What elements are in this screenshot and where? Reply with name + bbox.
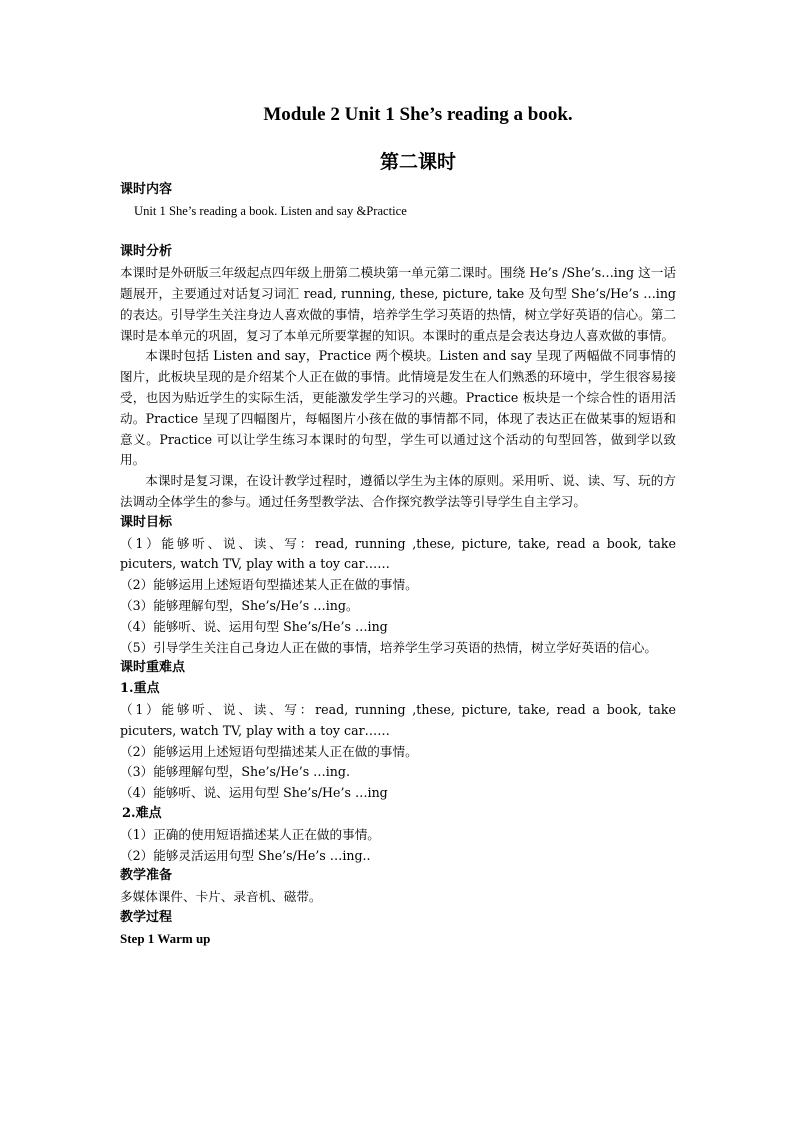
document-body	[120, 180, 676, 949]
section-heading-prep: 教学准备	[120, 868, 173, 884]
focus-item: （4）能够听、说、运用句型 She’s/He’s …ing	[120, 785, 388, 801]
section-heading-process: 教学过程	[120, 909, 173, 925]
difficulty-item: （2）能够灵活运用句型 She’s/He’s …ing..	[120, 847, 371, 863]
focus-item: （2）能够运用上述短语句型描述某人正在做的事情。	[120, 743, 418, 759]
analysis-paragraph-2: 本课时包括 Listen and say，Practice 两个模块。Listen and say 呈现了两幅做不同事情的图片，此板块呈现的是介绍某个人正在做的事情。此情境是发生在人们熟悉的环境中，学生很容易接受，也因为贴近学生的实际生活，更能激发学生学习的兴趣。Practice 板块是一个综合性的语用活动。Practice 呈现了四幅图片，每幅图片小孩在做的事情都不同，体现了表达正在做某事的短语和意义。Practice 可以让学生练习本课时的句型，学生可以通过这个活动的句型回答，做到学以致用。	[120, 348, 676, 468]
focus-item: （3）能够理解句型，She’s/He’s …ing.	[120, 764, 350, 780]
analysis-paragraph-1: 本课时是外研版三年级起点四年级上册第二模块第一单元第二课时。围绕 He’s /She’s…ing 这一话题展开，主要通过对话复习词汇 read, running, these, picture, take 及句型 She’s/He’s …ing 的表达。引导学生关注身边人喜欢做的事情，培养学生学习英语的热情，树立学好英语的信心。第二课时是本单元的巩固，复习了本单元所要掌握的知识。本课时的重点是会表达身边人喜欢做的事情。	[120, 265, 676, 343]
goal-item: （1）能够听、说、读、写：read, running ,these, picture, take, read a book, take picuters, watch TV, play with a toy car……	[120, 535, 676, 572]
document-subtitle: 第二课时	[379, 151, 456, 173]
focus-heading: 1.重点	[120, 681, 160, 697]
prep-text: 多媒体课件、卡片、录音机、磁带。	[120, 889, 322, 905]
focus-item: （1）能够听、说、读、写：read, running ,these, picture, take, read a book, take picuters, watch TV, play with a toy car……	[120, 701, 676, 738]
goal-item: （4）能够听、说、运用句型 She’s/He’s …ing	[120, 618, 388, 634]
content-text: Unit 1 She’s reading a book. Listen and say &Practice	[134, 203, 407, 218]
step-1-heading: Step 1 Warm up	[120, 930, 211, 946]
analysis-paragraph-3: 本课时是复习课，在设计教学过程时，遵循以学生为主体的原则。采用听、说、读、写、玩的方法调动全体学生的参与。通过任务型教学法、合作探究教学法等引导学生自主学习。	[120, 473, 676, 509]
difficulty-item: （1）正确的使用短语描述某人正在做的事情。	[120, 826, 380, 842]
section-heading-keypoints: 课时重难点	[120, 660, 186, 676]
difficulty-heading: 2.难点	[122, 805, 162, 821]
section-heading-content: 课时内容	[120, 182, 173, 197]
document-title: Module 2 Unit 1 She’s reading a book.	[263, 104, 573, 125]
goal-item: （3）能够理解句型，She’s/He’s …ing。	[120, 597, 359, 613]
goal-item: （2）能够运用上述短语句型描述某人正在做的事情。	[120, 577, 418, 593]
section-heading-analysis: 课时分析	[120, 244, 173, 260]
section-heading-goals: 课时目标	[120, 514, 173, 530]
goal-item: （5）引导学生关注自己身边人正在做的事情，培养学生学习英语的热情，树立学好英语的信心。	[120, 639, 657, 655]
